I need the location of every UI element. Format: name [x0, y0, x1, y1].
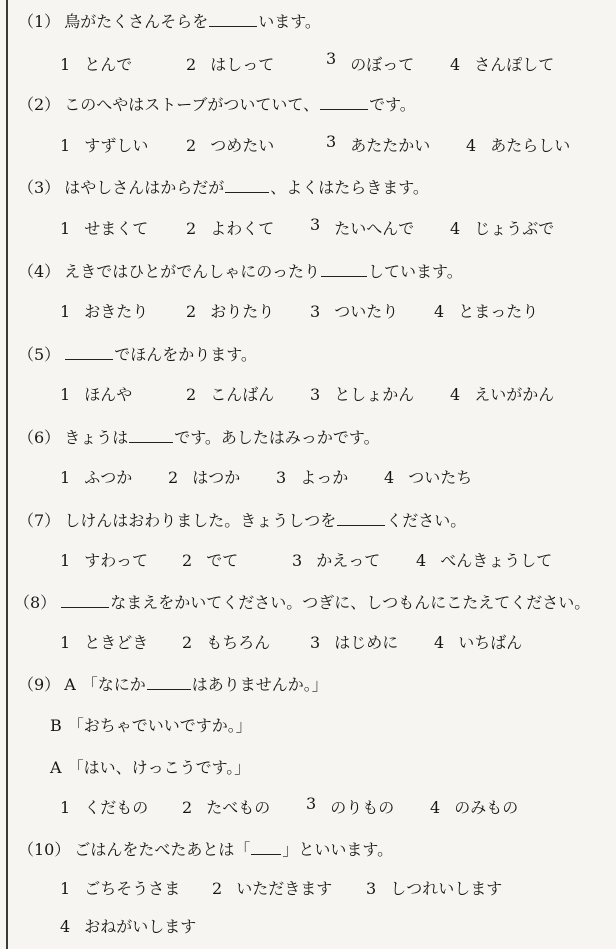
- option-4[interactable]: 4 さんぽして: [450, 55, 555, 74]
- option-1[interactable]: 1 すずしい: [60, 136, 149, 155]
- question-6-stem: [18, 428, 380, 448]
- option-3[interactable]: 3 のぼって: [326, 49, 415, 74]
- option-3[interactable]: 3 よっか: [276, 468, 349, 487]
- stem-text: 鳥がたくさんそらを: [64, 12, 209, 31]
- speaker-label: B: [50, 716, 62, 735]
- option-4[interactable]: 4 おねがいします: [60, 917, 197, 936]
- option-4[interactable]: 4 じょうぶで: [450, 219, 555, 238]
- question-6-options: [0, 467, 616, 489]
- answer-blank: [65, 345, 113, 360]
- option-2[interactable]: 2 たべもの: [182, 798, 271, 817]
- option-4[interactable]: 4 べんきょうして: [416, 551, 553, 570]
- option-4[interactable]: 4 のみもの: [430, 798, 519, 817]
- question-number: （2）: [18, 95, 61, 114]
- option-1[interactable]: 1 とんで: [60, 55, 133, 74]
- question-2-options: [0, 132, 616, 157]
- option-3[interactable]: 3 しつれいします: [366, 879, 503, 898]
- stem-text: でほんをかります。: [114, 345, 257, 364]
- option-3[interactable]: 3 たいへんで: [310, 215, 415, 238]
- answer-blank: [337, 511, 385, 526]
- dialog-text: 「おちゃでいいですか。」: [67, 716, 252, 735]
- question-9-dialog-line-3: [50, 758, 250, 778]
- question-4-options: [0, 301, 616, 323]
- option-2[interactable]: 2 こんばん: [186, 385, 275, 404]
- speaker-label: A: [50, 758, 62, 777]
- question-3-stem: [18, 178, 429, 198]
- speaker-label: A: [64, 675, 76, 694]
- question-5-options: [0, 384, 616, 406]
- option-1[interactable]: 1 おきたり: [60, 302, 149, 321]
- option-3[interactable]: 3 かえって: [292, 551, 381, 570]
- option-2[interactable]: 2 もちろん: [182, 633, 271, 652]
- answer-blank: [321, 262, 367, 277]
- stem-text: このへやはストーブがついていて、: [64, 95, 320, 114]
- question-3-options: [0, 215, 616, 240]
- dialog-text: はありませんか。」: [191, 675, 328, 694]
- stem-text: きょうは: [64, 428, 129, 447]
- stem-text: しています。: [368, 262, 463, 281]
- dialog-text: 「なにか: [81, 675, 146, 694]
- stem-text: です。あしたはみっかです。: [174, 428, 380, 447]
- stem-text: 」といいます。: [282, 840, 394, 859]
- stem-text: えきではひとがでんしゃにのったり: [64, 262, 321, 281]
- question-4-stem: [18, 262, 463, 282]
- option-2[interactable]: 2 おりたり: [186, 302, 275, 321]
- question-8-options: [0, 632, 616, 654]
- answer-blank: [320, 95, 368, 110]
- stem-text: ください。: [386, 511, 467, 530]
- question-9-options: [0, 794, 616, 819]
- dialog-text: 「はい、けっこうです。」: [67, 758, 251, 777]
- stem-text: 、よくはたらきます。: [270, 178, 429, 197]
- option-2[interactable]: 2 はつか: [168, 468, 241, 487]
- question-number: （10）: [18, 840, 71, 859]
- option-4[interactable]: 4 ついたち: [384, 468, 473, 487]
- question-10-options-row-2: [0, 916, 616, 938]
- question-10-stem: [18, 840, 393, 860]
- stem-text: ごはんをたべたあとは「: [74, 840, 251, 859]
- option-1[interactable]: 1 すわって: [60, 551, 149, 570]
- question-number: （3）: [18, 178, 61, 197]
- option-4[interactable]: 4 とまったり: [434, 302, 539, 321]
- option-3[interactable]: 3 はじめに: [310, 633, 399, 652]
- option-3[interactable]: 3 あたたかい: [326, 132, 431, 155]
- option-1[interactable]: 1 ふつか: [60, 468, 133, 487]
- option-1[interactable]: 1 くだもの: [60, 798, 149, 817]
- option-2[interactable]: 2 つめたい: [186, 136, 275, 155]
- question-8-stem: [14, 593, 590, 613]
- answer-blank: [147, 675, 191, 690]
- question-number: （1）: [18, 12, 61, 31]
- question-number: （5）: [18, 345, 61, 364]
- option-1[interactable]: 1 ときどき: [60, 633, 149, 652]
- option-4[interactable]: 4 あたらしい: [466, 136, 571, 155]
- option-4[interactable]: 4 いちばん: [434, 633, 523, 652]
- answer-blank: [129, 428, 173, 443]
- question-2-stem: [18, 95, 416, 115]
- question-9-dialog-line-2: [50, 716, 252, 736]
- stem-text: います。: [258, 12, 321, 31]
- question-10-options: [0, 878, 616, 900]
- question-number: （7）: [18, 511, 61, 530]
- stem-text: しけんはおわりました。きょうしつを: [64, 511, 337, 530]
- option-2[interactable]: 2 いただきます: [212, 879, 333, 898]
- option-1[interactable]: 1 ほんや: [60, 385, 133, 404]
- option-2[interactable]: 2 よわくて: [186, 219, 275, 238]
- question-number: （8）: [14, 593, 57, 612]
- answer-blank: [61, 593, 109, 608]
- question-1-stem: [18, 12, 321, 32]
- answer-blank: [209, 12, 257, 27]
- question-7-stem: [18, 511, 466, 531]
- question-number: （6）: [18, 428, 61, 447]
- stem-text: です。: [369, 95, 416, 114]
- option-3[interactable]: 3 のりもの: [306, 794, 395, 817]
- question-7-options: [0, 550, 616, 572]
- option-4[interactable]: 4 えいがかん: [450, 385, 555, 404]
- answer-blank: [251, 840, 281, 855]
- question-5-stem: [18, 345, 257, 365]
- question-9-stem: [18, 675, 328, 695]
- answer-blank: [225, 178, 269, 193]
- option-1[interactable]: 1 ごちそうさま: [60, 879, 181, 898]
- question-number: （9）: [18, 675, 61, 694]
- stem-text: なまえをかいてください。つぎに、しつもんにこたえてください。: [110, 593, 591, 612]
- option-2[interactable]: 2 はしって: [186, 55, 275, 74]
- option-3[interactable]: 3 としょかん: [310, 385, 415, 404]
- question-1-options: [0, 49, 616, 76]
- option-1[interactable]: 1 せまくて: [60, 219, 149, 238]
- stem-text: はやしさんはからだが: [64, 178, 225, 197]
- option-3[interactable]: 3 ついたり: [310, 302, 399, 321]
- option-2[interactable]: 2 でて: [182, 551, 239, 570]
- question-number: （4）: [18, 262, 61, 281]
